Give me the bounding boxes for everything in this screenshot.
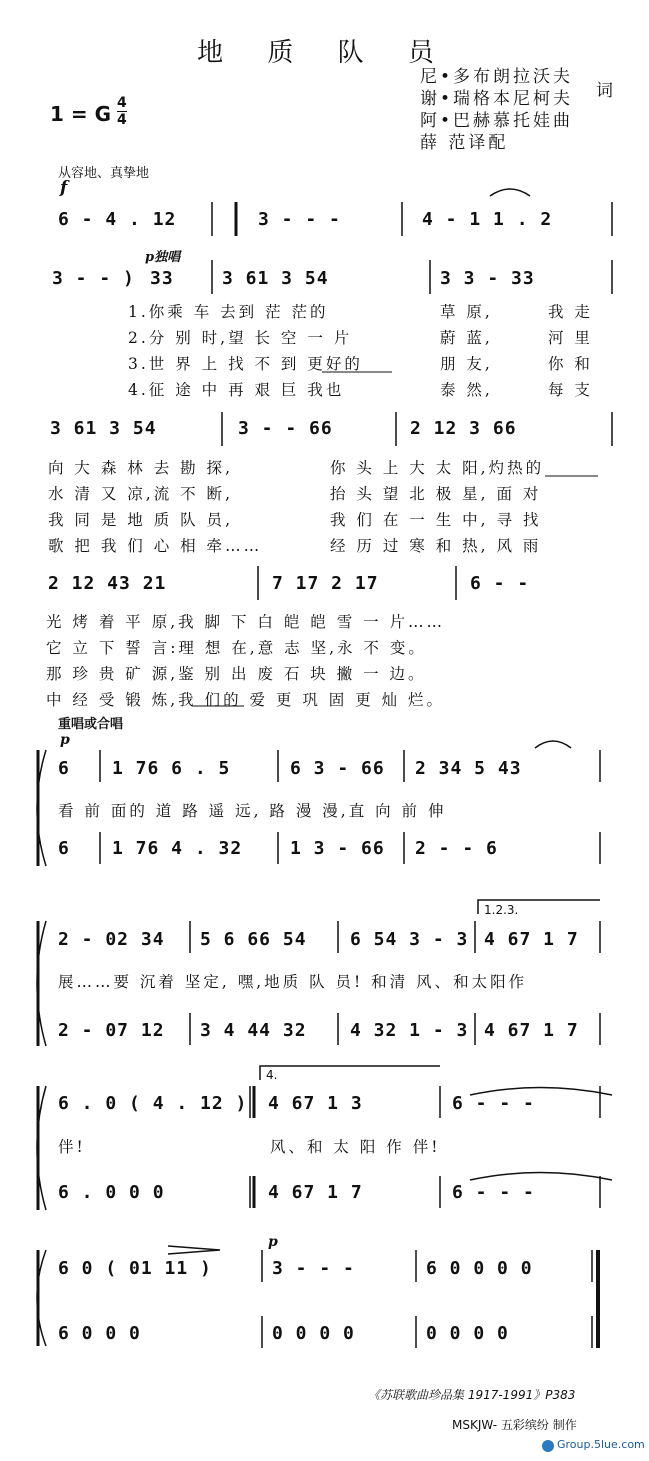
credit-translator: 薛 范译配 [420,133,509,153]
verse4-lyric-b: 泰 然, [440,381,493,399]
verse3-lyric-c: 你 和 [548,355,593,373]
chorus3-bottom-m0: 6 . 0 0 0 [58,1182,165,1203]
verse-measure-5: 2 12 3 66 [410,418,517,439]
volta-1-2-3: 1.2.3. [484,903,519,917]
credit-lyricist-2: 谢•瑞格本尼柯夫 [420,89,574,109]
credit-word-ci: 词 [596,81,613,101]
verse1-lyric-b: 草 原, [440,303,493,321]
verse1-lyric-c: 我 走 [548,303,593,321]
verse1-lyric-f: 光 烤 着 平 原,我 脚 下 白 皑 皑 雪 一 片…… [46,613,446,631]
chorus2-lyric: 展……要 沉着 坚定, 嘿,地质 队 员! 和清 风、和太阳作 [58,973,528,991]
solo-marking: p独唱 [145,250,181,265]
verse1-lyric-a: 1.你乘 车 去到 茫 茫的 [128,303,329,321]
watermark-text: Group.5lue.com [557,1438,645,1451]
chorus1-bottom-m3: 2 - - 6 [415,838,498,859]
source-citation: 《苏联歌曲珍品集 1917-1991》P383 [368,1388,576,1402]
chorus4-bottom-m1: 0 0 0 0 [272,1323,355,1344]
chorus3-top-m2: 6 - - - [452,1093,535,1114]
time-bottom: 4 [117,112,127,128]
chorus-label: 重唱或合唱 [58,717,124,732]
chorus2-top-m2: 6 54 3 - 3 [350,929,469,950]
verse4-lyric-c: 每 支 [548,381,593,399]
verse1-lyric-d: 向 大 森 林 去 勘 探, [48,459,233,477]
chorus4-bottom-m0: 6 0 0 0 [58,1323,141,1344]
chorus2-top-m3: 4 67 1 7 [484,929,579,950]
chorus1-top-m1: 1 76 6 . 5 [112,758,231,779]
maker-credit: MSKJW- 五彩缤纷 制作 [452,1418,577,1432]
verse4-lyric-f: 中 经 受 锻 炼,我 们的 爱 更 巩 固 更 灿 烂。 [46,691,446,709]
credit-lyricist-1: 尼•多布朗拉沃夫 [420,67,574,87]
song-title: 地 质 队 员 [197,38,452,68]
verse-measure-1: 3 61 3 54 [222,268,329,289]
verse-measure-8: 6 - - [470,573,530,594]
dynamic-piano-end: p [268,1234,278,1250]
chorus1-lyric: 看 前 面的 道 路 遥 远, 路 漫 漫,直 向 前 伸 [58,802,447,820]
intro-measure-3: 4 - 1 1 . 2 [422,209,553,230]
chorus3-bottom-m1: 4 67 1 7 [268,1182,363,1203]
verse4-lyric-e: 经 历 过 寒 和 热, 风 雨 [330,537,542,555]
chorus3-lyric-a: 伴! [58,1138,86,1156]
chorus1-bottom-m2: 1 3 - 66 [290,838,385,859]
chorus2-bottom-m0: 2 - 07 12 [58,1020,165,1041]
verse3-lyric-f: 那 珍 贵 矿 源,鉴 别 出 废 石 块 撇 一 边。 [46,665,427,683]
verse4-lyric-d: 歌 把 我 们 心 相 牵…… [48,537,263,555]
chorus2-bottom-m2: 4 32 1 - 3 [350,1020,469,1041]
verse2-lyric-e: 抬 头 望 北 极 星, 面 对 [330,485,542,503]
chorus2-top-m1: 5 6 66 54 [200,929,307,950]
chorus1-top-m2: 6 3 - 66 [290,758,385,779]
chorus3-top-m1: 4 67 1 3 [268,1093,363,1114]
chorus3-top-m0: 6 . 0 ( 4 . 12 ) [58,1093,248,1114]
verse-measure-7: 7 17 2 17 [272,573,379,594]
chorus2-bottom-m1: 3 4 44 32 [200,1020,307,1041]
chorus3-bottom-m2: 6 - - - [452,1182,535,1203]
verse2-lyric-c: 河 里 [548,329,593,347]
dynamic-piano-chorus: p [60,732,70,748]
chorus1-bottom-m0: 6 [58,838,70,859]
verse-measure-3: 3 61 3 54 [50,418,157,439]
chorus2-bottom-m3: 4 67 1 7 [484,1020,579,1041]
chorus4-bottom-m2: 0 0 0 0 [426,1323,509,1344]
chorus4-top-m2: 6 0 0 0 0 [426,1258,533,1279]
barlines [37,189,612,1348]
chorus1-top-m3: 2 34 5 43 [415,758,522,779]
verse3-lyric-d: 我 同 是 地 质 队 员, [48,511,233,529]
chorus4-top-m1: 3 - - - [272,1258,355,1279]
verse-measure-4: 3 - - 66 [238,418,333,439]
time-top: 4 [117,95,127,111]
chorus1-bottom-m1: 1 76 4 . 32 [112,838,243,859]
verse2-lyric-f: 它 立 下 誓 言:理 想 在,意 志 坚,永 不 变。 [46,639,427,657]
credit-composer: 阿•巴赫慕托娃曲 [420,111,574,131]
intro-measure-2: 3 - - - [258,209,341,230]
volta-4: 4. [266,1068,278,1082]
intro-measure-1: 6 - 4 . 12 [58,209,177,230]
verse-measure-2: 3 3 - 33 [440,268,535,289]
verse3-lyric-e: 我 们 在 一 生 中, 寻 找 [330,511,542,529]
verse3-lyric-a: 3.世 界 上 找 不 到 更好的 [128,355,363,373]
verse2-lyric-b: 蔚 蓝, [440,329,493,347]
pickup-notes: 33 [150,268,174,289]
chorus4-top-m0: 6 0 ( 01 11 ) [58,1258,212,1279]
tempo-marking: 从容地、真挚地 [58,166,150,181]
verse4-lyric-a: 4.征 途 中 再 艰 巨 我也 [128,381,345,399]
chorus1-top-m0: 6 [58,758,70,779]
key-signature: 1 = G [50,102,112,126]
verse2-lyric-d: 水 清 又 凉,流 不 断, [48,485,233,503]
verse1-lyric-e: 你 头 上 大 太 阳,灼热的 [330,459,545,477]
intro-measure-4: 3 - - ) [52,268,135,289]
verse2-lyric-a: 2.分 别 时,望 长 空 一 片 [128,329,353,347]
dynamic-forte: f [60,178,68,198]
verse-measure-6: 2 12 43 21 [48,573,167,594]
verse3-lyric-b: 朋 友, [440,355,493,373]
chorus2-top-m0: 2 - 02 34 [58,929,165,950]
chorus3-lyric-b: 风、和 太 阳 作 伴! [270,1138,441,1156]
lyric-underlines [192,372,598,706]
